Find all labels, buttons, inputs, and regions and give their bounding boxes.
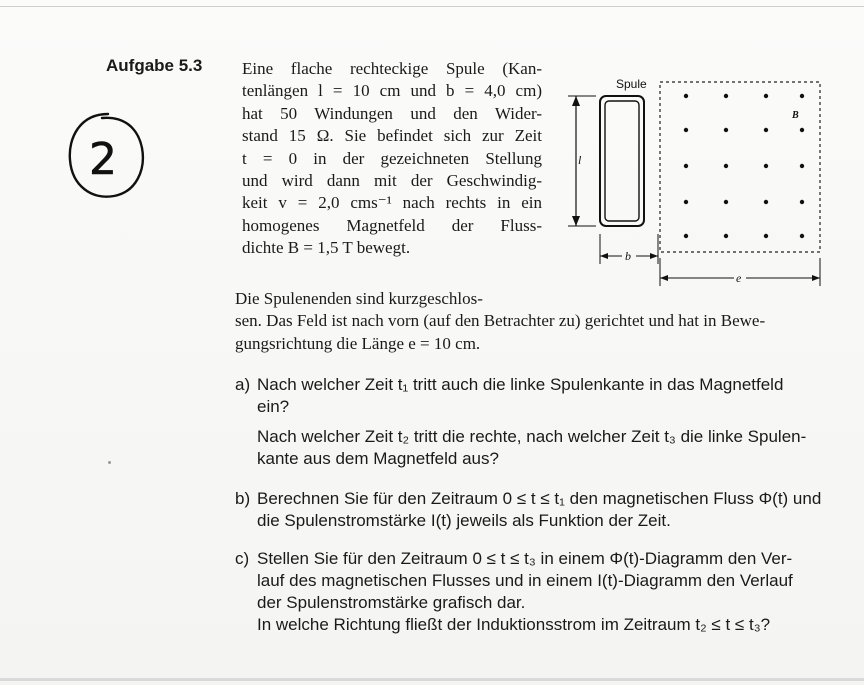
intro-line: stand 15 Ω. Sie befindet sich zur Zeit (242, 126, 542, 146)
intro-line: Eine flache rechteckige Spule (Kan- (242, 59, 542, 78)
intro-line: und wird dann mit der Geschwindig- (242, 171, 542, 191)
task-line: lauf des magnetischen Flusses und in einem I(t)-Diagramm den Verlauf (257, 571, 793, 590)
intro-line: homogenes Magnetfeld der Fluss- (242, 215, 542, 235)
task-line: der Spulenstromstärke grafisch dar. (257, 593, 526, 612)
task-line: In welche Richtung fließt der Induktionsstrom im Zeitraum t₂ ≤ t ≤ t₃? (257, 615, 771, 634)
scan-speck (108, 461, 111, 464)
intro-line: hat 50 Windungen und den Wider- (242, 103, 542, 123)
b-field-label: B (792, 110, 799, 121)
spule-label: Spule (616, 77, 647, 91)
field-dots (684, 94, 804, 238)
exercise-heading: Aufgabe 5.3 (106, 56, 203, 75)
exercise-intro (242, 58, 542, 260)
intro-line: t = 0 in der gezeichneten Stellung (242, 148, 542, 168)
intro-line: keit v = 2,0 cms⁻¹ nach rechts in ein (242, 193, 542, 213)
intro-line: dichte B = 1,5 T bewegt. (242, 238, 411, 258)
task-letter: c) (235, 549, 250, 568)
task-letter: b) (235, 489, 251, 508)
intro-line: tenlängen l = 10 cm und b = 4,0 cm) (242, 81, 542, 101)
context-line: gungsrichtung die Länge e = 10 cm. (235, 333, 481, 353)
b-label: b (625, 249, 631, 263)
context-line: Die Spulenenden sind kurzgeschlos- (235, 289, 483, 308)
task-line: kante aus dem Magnetfeld aus? (257, 449, 499, 468)
task-letter: a) (235, 375, 251, 394)
handwritten-number: 2 (89, 134, 117, 185)
task-line: Nach welcher Zeit t₁ tritt auch die linke Spulenkante in das Magnetfeld (257, 375, 784, 394)
task-line: ein? (257, 397, 290, 416)
l-label: l (578, 153, 582, 167)
top-edge-line (0, 6, 864, 7)
task-line: Stellen Sie für den Zeitraum 0 ≤ t ≤ t₃ in einem Φ(t)-Diagramm den Ver- (257, 549, 793, 568)
coil-field-diagram (560, 70, 840, 290)
e-label: e (736, 271, 742, 285)
task-line: die Spulenstromstärke I(t) jeweils als Funktion der Zeit. (257, 511, 671, 530)
bottom-edge-line (0, 678, 864, 681)
coil-outer (600, 96, 644, 226)
coil-inner (605, 101, 639, 221)
task-line: Berechnen Sie für den Zeitraum 0 ≤ t ≤ t₁ den magnetischen Fluss Φ(t) und (257, 489, 822, 508)
magnetic-field-region (660, 82, 820, 252)
task-line: Nach welcher Zeit t₂ tritt die rechte, nach welcher Zeit t₃ die linke Spulen- (257, 427, 807, 446)
handwritten-circled-number (62, 108, 150, 204)
context-line: sen. Das Feld ist nach vorn (auf den Betrachter zu) gerichtet und hat in Bewe- (235, 311, 766, 331)
exercise-context (235, 288, 835, 355)
